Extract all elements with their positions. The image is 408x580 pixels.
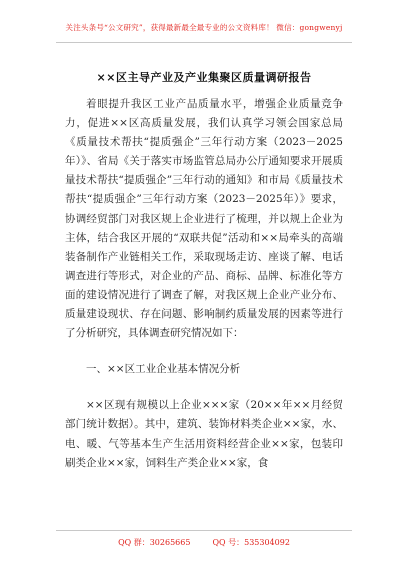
- document-body: [65, 95, 343, 473]
- section-heading: 一、××区工业企业基本情况分析: [86, 363, 241, 376]
- header-divider: [56, 42, 352, 43]
- qq-number: QQ 号：535304092: [212, 538, 290, 547]
- section-paragraph: ××区现有规模以上企业×××家（20××年××月经贸部门统计数据）。其中，建筑、装饰材料类企业××家，水、电、暖、气等基本生产生活用资料经营企业××家，包装印刷类企业××家，饲料生产类企业××家，食: [65, 399, 343, 469]
- footer-divider: [56, 530, 352, 531]
- contact-footer: [0, 537, 408, 548]
- intro-paragraph: 着眼提升我区工业产品质量水平，增强企业质量竞争力，促进××区高质量发展，我们认真学习领会国家总局《质量技术帮扶“提质强企”三年行动方案（2023－2025年）》、省局《关于落实市场监管总局办公厅通知要求开展质量技术帮扶“提质强企”三年行动的通知》和市局《质量技术帮扶“提质强企”三年行动方案（2023－2025年）》要求，协调经贸部门对我区规上企业进行了梳理，并以规上企业为主体，结合我区开展的“双联共促”活动和××局牵头的高端装备制作产业链相关工作，采取现场走访、座谈了解、电话调查进行等形式，对企业的产品、商标、品牌、标准化等方面的建设情况进行了调查了解，对我区规上企业产业分布、质量建设现状、存在问题、影响制约质量发展的因素等进行了分析研究，具体调查研究情况如下：: [65, 98, 343, 340]
- promo-banner: 关注头条号“公文研究”，获得最新最全最专业的公文资料库！ 微信：gongwenyj: [65, 23, 343, 32]
- document-title: ××区主导产业及产业集聚区质量调研报告: [96, 71, 312, 84]
- qq-group: QQ 群：30265665: [118, 538, 191, 547]
